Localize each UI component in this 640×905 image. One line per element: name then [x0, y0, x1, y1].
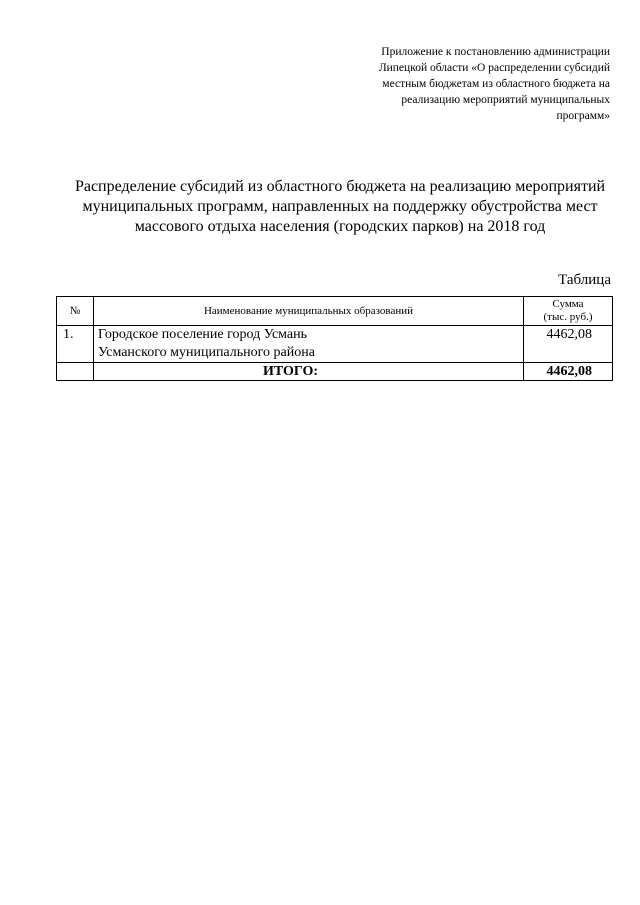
row-num: 1.	[57, 326, 94, 363]
appendix-line: Липецкой области «О распределении субсидий	[378, 62, 610, 74]
document-title	[40, 177, 640, 237]
total-num-empty	[57, 363, 94, 381]
appendix-note	[310, 44, 610, 124]
total-label: ИТОГО:	[94, 363, 524, 381]
header-amount-line1: Сумма	[552, 298, 584, 310]
appendix-line: реализацию мероприятий муниципальных	[401, 94, 610, 106]
header-name: Наименование муниципальных образований	[94, 297, 524, 326]
title-line: массового отдыха населения (городских парков) на 2018 год	[134, 218, 546, 235]
row-name-line1: Городское поселение город Усмань	[98, 327, 308, 342]
header-amount	[524, 297, 613, 326]
appendix-line: программ»	[556, 110, 610, 122]
subsidy-table	[56, 296, 613, 381]
total-amount: 4462,08	[524, 363, 613, 381]
row-name-line2: Усманского муниципального района	[98, 345, 315, 360]
appendix-line: Приложение к постановлению администрации	[381, 46, 610, 58]
row-amount: 4462,08	[524, 326, 613, 363]
row-name	[94, 326, 524, 363]
table-row	[57, 326, 613, 363]
header-num: №	[57, 297, 94, 326]
total-row	[57, 363, 613, 381]
appendix-line: местным бюджетам из областного бюджета на	[382, 78, 610, 90]
table-header-row	[57, 297, 613, 326]
title-line: Распределение субсидий из областного бюджета на реализацию мероприятий	[74, 178, 606, 195]
table-label: Таблица	[558, 272, 611, 288]
title-line: муниципальных программ, направленных на поддержку обустройства мест	[82, 198, 598, 215]
header-amount-line2: (тыс. руб.)	[543, 311, 593, 323]
